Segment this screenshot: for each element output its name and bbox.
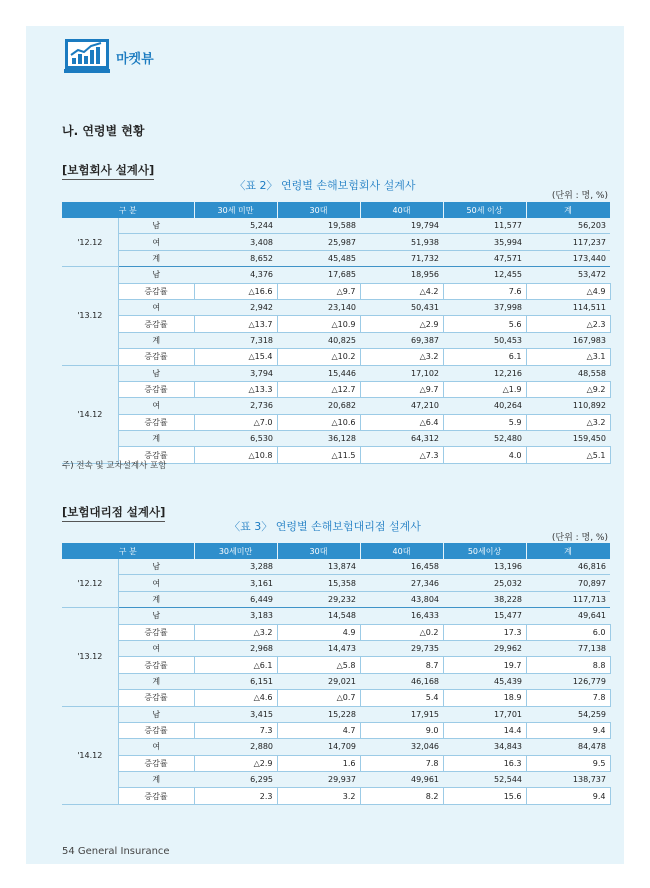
table-cell: △0.2 [360, 624, 443, 640]
table-cell: △5.8 [277, 657, 360, 673]
row-category: 증감률 [118, 316, 194, 332]
table1-subheading: [보험회사 설계사] [62, 162, 154, 180]
table-cell: 117,237 [526, 234, 610, 250]
chart-monitor-icon [64, 38, 110, 74]
row-category: 여 [118, 739, 194, 755]
row-category: 남 [118, 267, 194, 283]
table-cell: 27,346 [360, 575, 443, 591]
table-row [62, 673, 610, 689]
table-cell: △9.7 [360, 381, 443, 397]
table-cell: 14,473 [277, 640, 360, 656]
column-header: 30세미만 [194, 543, 277, 559]
table-cell: 25,032 [443, 575, 526, 591]
column-header: 50세이상 [443, 543, 526, 559]
table-cell: 15,446 [277, 365, 360, 381]
table-row [62, 283, 610, 299]
table-row [62, 349, 610, 365]
table-cell: 53,472 [526, 267, 610, 283]
table-cell: 7.3 [194, 722, 277, 738]
table-cell: 126,779 [526, 673, 610, 689]
table-cell: 5.4 [360, 690, 443, 706]
header-category: 구 분 [62, 202, 194, 218]
row-category: 계 [118, 250, 194, 266]
table-cell: 8,652 [194, 250, 277, 266]
table-cell: 49,961 [360, 772, 443, 788]
table-cell: 38,228 [443, 591, 526, 607]
table-cell: 7.8 [526, 690, 610, 706]
row-category: 증감률 [118, 755, 194, 771]
table-cell: 7.8 [360, 755, 443, 771]
table-cell: 23,140 [277, 299, 360, 315]
table-row [62, 772, 610, 788]
table-cell: 52,480 [443, 431, 526, 447]
table-cell: △4.6 [194, 690, 277, 706]
table-cell: △4.2 [360, 283, 443, 299]
table-row [62, 706, 610, 722]
table-cell: 9.0 [360, 722, 443, 738]
table-row [62, 739, 610, 755]
table-cell: 46,816 [526, 559, 610, 575]
table-cell: 9.5 [526, 755, 610, 771]
table-cell: 117,713 [526, 591, 610, 607]
column-header: 40대 [360, 543, 443, 559]
table-row [62, 722, 610, 738]
table-cell: 3,415 [194, 706, 277, 722]
table-cell: 2,736 [194, 398, 277, 414]
table-cell: 29,962 [443, 640, 526, 656]
table-cell: 18,956 [360, 267, 443, 283]
table-row [62, 267, 610, 283]
table-row [62, 608, 610, 624]
table-cell: △11.5 [277, 447, 360, 463]
column-header: 계 [526, 543, 610, 559]
row-category: 남 [118, 218, 194, 234]
table-row [62, 414, 610, 430]
table-cell: 32,046 [360, 739, 443, 755]
row-category: 증감률 [118, 624, 194, 640]
row-category: 계 [118, 673, 194, 689]
table-cell: 52,544 [443, 772, 526, 788]
table-cell: 17.3 [443, 624, 526, 640]
row-category: 증감률 [118, 788, 194, 804]
table-row [62, 575, 610, 591]
table-row [62, 559, 610, 575]
table-cell: △9.7 [277, 283, 360, 299]
row-category: 여 [118, 398, 194, 414]
table-cell: 71,732 [360, 250, 443, 266]
row-category: 여 [118, 299, 194, 315]
year-label: '13.12 [62, 267, 118, 365]
table-row [62, 755, 610, 771]
table-cell: 29,232 [277, 591, 360, 607]
row-category: 증감률 [118, 349, 194, 365]
table-row [62, 234, 610, 250]
row-category: 증감률 [118, 414, 194, 430]
table-row [62, 381, 610, 397]
table-cell: 15.6 [443, 788, 526, 804]
row-category: 증감률 [118, 722, 194, 738]
table-cell: 34,843 [443, 739, 526, 755]
table-cell: △10.6 [277, 414, 360, 430]
table-cell: △5.1 [526, 447, 610, 463]
table-row [62, 657, 610, 673]
table-row [62, 640, 610, 656]
table-cell: 167,983 [526, 332, 610, 348]
table-cell: △7.3 [360, 447, 443, 463]
table-cell: 7.6 [443, 283, 526, 299]
table1-caption: 〈표 2〉 연령별 손해보험회사 설계사 [234, 179, 416, 192]
table-cell: △12.7 [277, 381, 360, 397]
table2-caption: 〈표 3〉 연령별 손해보험대리점 설계사 [229, 520, 421, 533]
table-row [62, 250, 610, 266]
table-cell: △3.2 [194, 624, 277, 640]
table-cell: 3,288 [194, 559, 277, 575]
page-footer: 54 General Insurance [62, 846, 170, 857]
table-cell: 2.3 [194, 788, 277, 804]
table-cell: 25,987 [277, 234, 360, 250]
column-header: 계 [526, 202, 610, 218]
page [26, 26, 624, 864]
table-cell: 84,478 [526, 739, 610, 755]
table-cell: 4.9 [277, 624, 360, 640]
table-cell: 6,530 [194, 431, 277, 447]
table-cell: 16,433 [360, 608, 443, 624]
table-row [62, 316, 610, 332]
table-cell: 8.2 [360, 788, 443, 804]
table-row [62, 398, 610, 414]
table-cell: 50,431 [360, 299, 443, 315]
table-row [62, 624, 610, 640]
table-cell: 35,994 [443, 234, 526, 250]
table-cell: 11,577 [443, 218, 526, 234]
table-cell: 2,942 [194, 299, 277, 315]
row-category: 증감률 [118, 381, 194, 397]
table1-note: 주) 전속 및 교차설계사 포함 [62, 461, 167, 471]
table-cell: 5.6 [443, 316, 526, 332]
table-cell: 4.0 [443, 447, 526, 463]
table-cell: 16.3 [443, 755, 526, 771]
row-category: 여 [118, 575, 194, 591]
table-cell: 8.7 [360, 657, 443, 673]
row-category: 증감률 [118, 657, 194, 673]
table-cell: 2,968 [194, 640, 277, 656]
table2-subheading: [보험대리점 설계사] [62, 504, 165, 522]
row-category: 계 [118, 591, 194, 607]
table-cell: 29,937 [277, 772, 360, 788]
table-cell: 3.2 [277, 788, 360, 804]
table-cell: △2.3 [526, 316, 610, 332]
table-row [62, 431, 610, 447]
table-cell: 47,210 [360, 398, 443, 414]
table-cell: △9.2 [526, 381, 610, 397]
row-category: 증감률 [118, 447, 194, 463]
table-cell: 5.9 [443, 414, 526, 430]
table-cell: 9.4 [526, 722, 610, 738]
table-cell: 6,151 [194, 673, 277, 689]
table-cell: 12,216 [443, 365, 526, 381]
table-cell: 19.7 [443, 657, 526, 673]
table-cell: 64,312 [360, 431, 443, 447]
table-cell: △2.9 [194, 755, 277, 771]
section-title: 나. 연령별 현황 [62, 124, 145, 138]
table-cell: △10.8 [194, 447, 277, 463]
table-cell: △10.2 [277, 349, 360, 365]
row-category: 계 [118, 772, 194, 788]
table-cell: 114,511 [526, 299, 610, 315]
table-cell: 6,449 [194, 591, 277, 607]
table-cell: 5,244 [194, 218, 277, 234]
table-cell: 14.4 [443, 722, 526, 738]
table-cell: △7.0 [194, 414, 277, 430]
table1-unit: (단위 : 명, %) [551, 191, 608, 201]
table-cell: 3,794 [194, 365, 277, 381]
table-cell: 56,203 [526, 218, 610, 234]
table-cell: 17,685 [277, 267, 360, 283]
table-cell: 29,021 [277, 673, 360, 689]
column-header: 30세 미만 [194, 202, 277, 218]
table-cell: 173,440 [526, 250, 610, 266]
table-cell: 20,682 [277, 398, 360, 414]
row-category: 증감률 [118, 690, 194, 706]
row-category: 여 [118, 640, 194, 656]
table-cell: 14,709 [277, 739, 360, 755]
table-cell: 29,735 [360, 640, 443, 656]
table-cell: 45,439 [443, 673, 526, 689]
table-cell: 1.6 [277, 755, 360, 771]
year-label: '14.12 [62, 365, 118, 463]
table-cell: 45,485 [277, 250, 360, 266]
table-cell: 138,737 [526, 772, 610, 788]
table-cell: 15,358 [277, 575, 360, 591]
table-cell: 49,641 [526, 608, 610, 624]
table-row [62, 299, 610, 315]
row-category: 남 [118, 608, 194, 624]
table-cell: 36,128 [277, 431, 360, 447]
table-cell: △6.4 [360, 414, 443, 430]
table-cell: 7,318 [194, 332, 277, 348]
table-cell: △3.2 [526, 414, 610, 430]
table-cell: 3,408 [194, 234, 277, 250]
table-cell: 16,458 [360, 559, 443, 575]
row-category: 남 [118, 365, 194, 381]
table-cell: 51,938 [360, 234, 443, 250]
year-label: '12.12 [62, 559, 118, 608]
table-cell: 48,558 [526, 365, 610, 381]
table-cell: 8.8 [526, 657, 610, 673]
table-cell: 110,892 [526, 398, 610, 414]
year-label: '12.12 [62, 218, 118, 267]
table-cell: 70,897 [526, 575, 610, 591]
table-cell: △16.6 [194, 283, 277, 299]
row-category: 계 [118, 431, 194, 447]
row-category: 증감률 [118, 283, 194, 299]
column-header: 30대 [277, 543, 360, 559]
table-cell: 47,571 [443, 250, 526, 266]
table-cell: 54,259 [526, 706, 610, 722]
table-cell: 3,161 [194, 575, 277, 591]
table-cell: 17,102 [360, 365, 443, 381]
table-cell: △15.4 [194, 349, 277, 365]
table-cell: 13,196 [443, 559, 526, 575]
table-cell: △13.3 [194, 381, 277, 397]
table1 [62, 202, 611, 464]
table-cell: 37,998 [443, 299, 526, 315]
table-cell: △2.9 [360, 316, 443, 332]
table-row [62, 690, 610, 706]
table-cell: 17,701 [443, 706, 526, 722]
table-cell: △3.1 [526, 349, 610, 365]
header-category: 구 분 [62, 543, 194, 559]
table-row [62, 218, 610, 234]
table-cell: 50,453 [443, 332, 526, 348]
table-cell: △3.2 [360, 349, 443, 365]
table-cell: △6.1 [194, 657, 277, 673]
table-cell: △1.9 [443, 381, 526, 397]
year-label: '13.12 [62, 608, 118, 706]
table-cell: 13,874 [277, 559, 360, 575]
table2-unit: (단위 : 명, %) [551, 533, 608, 543]
table-cell: 159,450 [526, 431, 610, 447]
table-cell: 18.9 [443, 690, 526, 706]
table-cell: 4.7 [277, 722, 360, 738]
table-row [62, 591, 610, 607]
table-cell: 77,138 [526, 640, 610, 656]
table-cell: 17,915 [360, 706, 443, 722]
table-cell: 15,228 [277, 706, 360, 722]
table-cell: 9.4 [526, 788, 610, 804]
year-label: '14.12 [62, 706, 118, 804]
table-cell: 69,387 [360, 332, 443, 348]
table-cell: 3,183 [194, 608, 277, 624]
table-row [62, 788, 610, 804]
table-cell: 40,825 [277, 332, 360, 348]
table-cell: △4.9 [526, 283, 610, 299]
table2 [62, 543, 611, 805]
row-category: 여 [118, 234, 194, 250]
table-cell: △13.7 [194, 316, 277, 332]
table-cell: 46,168 [360, 673, 443, 689]
row-category: 계 [118, 332, 194, 348]
table-cell: 4,376 [194, 267, 277, 283]
table-cell: 2,880 [194, 739, 277, 755]
table-cell: 15,477 [443, 608, 526, 624]
table-cell: △0.7 [277, 690, 360, 706]
table-cell: 19,588 [277, 218, 360, 234]
column-header: 40대 [360, 202, 443, 218]
row-category: 남 [118, 559, 194, 575]
row-category: 남 [118, 706, 194, 722]
column-header: 30대 [277, 202, 360, 218]
table-cell: 6.1 [443, 349, 526, 365]
table-cell: 43,804 [360, 591, 443, 607]
table-cell: △10.9 [277, 316, 360, 332]
table-cell: 14,548 [277, 608, 360, 624]
table-cell: 6.0 [526, 624, 610, 640]
table-cell: 6,295 [194, 772, 277, 788]
table-row [62, 365, 610, 381]
header-title: 마켓뷰 [116, 52, 154, 67]
column-header: 50세 이상 [443, 202, 526, 218]
table-cell: 40,264 [443, 398, 526, 414]
table-cell: 19,794 [360, 218, 443, 234]
table-row [62, 332, 610, 348]
table-cell: 12,455 [443, 267, 526, 283]
